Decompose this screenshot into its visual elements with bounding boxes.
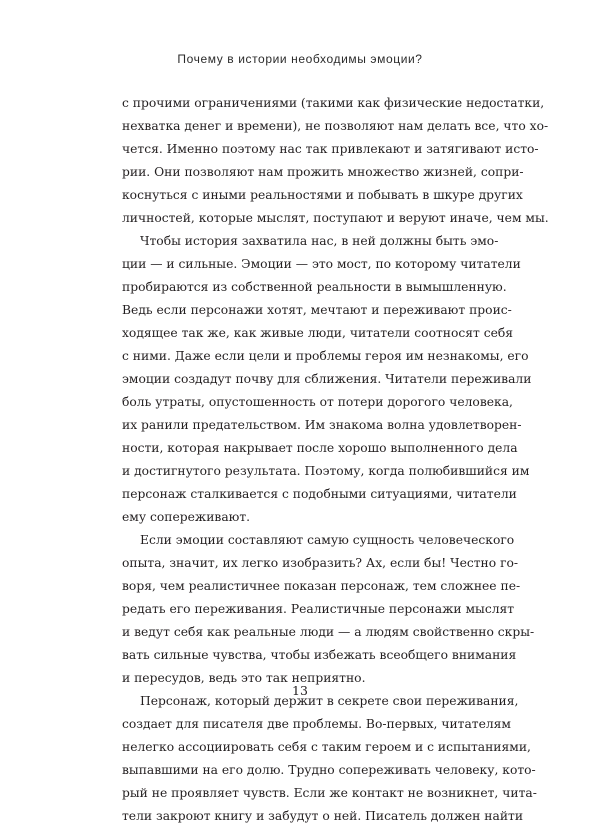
text-line: нелегко ассоциировать себя с таким героем и с испытаниями, — [122, 740, 531, 754]
page-number: 13 — [292, 683, 308, 698]
running-head: Почему в истории необходимы эмоции? — [177, 52, 423, 66]
text-line: и ведут себя как реальные люди — а людям свойственно скры- — [122, 625, 535, 639]
text-line: эмоции создадут почву для сближения. Читатели переживали — [122, 372, 532, 386]
text-line: личностей, которые мыслят, поступают и веруют иначе, чем мы. — [122, 211, 549, 225]
text-line: боль утраты, опустошенность от потери дорогого человека, — [122, 395, 513, 409]
text-line: чется. Именно поэтому нас так привлекают и затягивают исто- — [122, 142, 539, 156]
text-line: редать его переживания. Реалистичные персонажи мыслят — [122, 602, 515, 616]
text-line: ции — и сильные. Эмоции — это мост, по которому читатели — [122, 257, 521, 271]
text-line: выпавшими на его долю. Трудно сопереживать человеку, кото- — [122, 763, 536, 777]
text-line: и достигнутого результата. Поэтому, когда полюбившийся им — [122, 464, 530, 478]
text-line: ему сопереживают. — [122, 510, 251, 524]
text-line: с ними. Даже если цели и проблемы героя им незнакомы, его — [122, 349, 529, 363]
text-line: Чтобы история захватила нас, в ней должны быть эмо- — [140, 234, 499, 248]
paragraph-2 — [122, 230, 532, 529]
text-line: создает для писателя две проблемы. Во-первых, читателям — [122, 717, 511, 731]
text-line: их ранили предательством. Им знакома волна удовлетворен- — [122, 418, 522, 432]
text-line: опыта, значит, их легко изобразить? Ах, если бы! Честно го- — [122, 556, 519, 570]
paragraph-4 — [122, 690, 537, 828]
text-line: тели закроют книгу и забудут о ней. Писатель должен найти — [122, 809, 524, 823]
text-line: вать сильные чувства, чтобы избежать всеобщего внимания — [122, 648, 517, 662]
text-line: воря, чем реалистичнее показан персонаж, тем сложнее пе- — [122, 579, 521, 593]
text-line: персонаж сталкивается с подобными ситуациями, читатели — [122, 487, 517, 501]
body-text — [122, 92, 549, 828]
text-line: нехватка денег и времени), не позволяют нам делать все, что хо- — [122, 119, 549, 133]
text-line: и пересудов, ведь это так неприятно. — [122, 671, 366, 685]
paragraph-3 — [122, 529, 535, 690]
text-line: с прочими ограничениями (такими как физические недостатки, — [122, 96, 545, 110]
text-line: Ведь если персонажи хотят, мечтают и переживают проис- — [122, 303, 512, 317]
text-line: Персонаж, который держит в секрете свои переживания, — [140, 694, 519, 708]
text-line: рии. Они позволяют нам прожить множество жизней, сопри- — [122, 165, 524, 179]
paragraph-1 — [122, 92, 549, 230]
text-line: ности, которая накрывает после хорошо выполненного дела — [122, 441, 518, 455]
text-line: Если эмоции составляют самую сущность человеческого — [140, 533, 515, 547]
text-line: коснуться с иными реальностями и побывать в шкуре других — [122, 188, 523, 202]
text-line: пробираются из собственной реальности в вымышленную. — [122, 280, 507, 294]
text-line: рый не проявляет чувств. Если же контакт не возникнет, чита- — [122, 786, 537, 800]
text-line: ходящее так же, как живые люди, читатели соотносят себя — [122, 326, 514, 340]
